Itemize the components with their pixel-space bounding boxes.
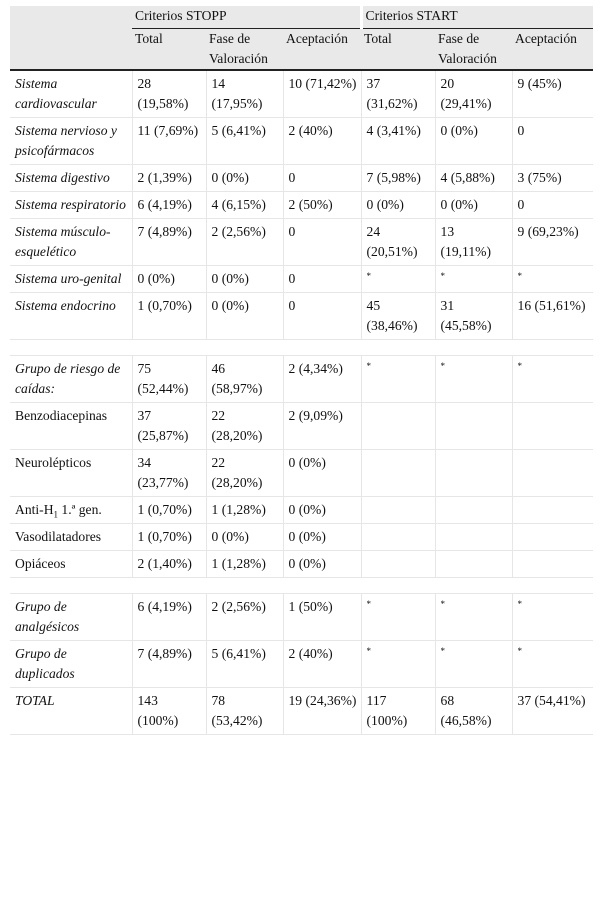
table-body bbox=[10, 70, 593, 735]
table-cell: 4 (3,41%) bbox=[361, 118, 435, 165]
table-cell: 5 (6,41%) bbox=[206, 641, 283, 688]
table-cell: 1 (1,28%) bbox=[206, 551, 283, 578]
table-row bbox=[10, 266, 593, 293]
table-cell: 75 (52,44%) bbox=[132, 356, 206, 403]
table-cell: 2 (40%) bbox=[283, 118, 361, 165]
column-header: Aceptación bbox=[283, 29, 361, 71]
table-cell: 31 (45,58%) bbox=[435, 293, 512, 340]
table-row bbox=[10, 118, 593, 165]
table-row bbox=[10, 524, 593, 551]
table-cell bbox=[361, 551, 435, 578]
table-cell: * bbox=[435, 594, 512, 641]
row-label: Sistema endocrino bbox=[10, 293, 132, 340]
table-cell: 0 bbox=[283, 219, 361, 266]
table-cell: 28 (19,58%) bbox=[132, 70, 206, 118]
row-label: Sistema cardiovascular bbox=[10, 70, 132, 118]
table-cell: 34 (23,77%) bbox=[132, 450, 206, 497]
table-cell: 7 (4,89%) bbox=[132, 219, 206, 266]
table-cell: 143 (100%) bbox=[132, 688, 206, 735]
row-label: Grupo de analgésicos bbox=[10, 594, 132, 641]
row-label: Vasodilatadores bbox=[10, 524, 132, 551]
table-cell: 5 (6,41%) bbox=[206, 118, 283, 165]
table-cell: * bbox=[361, 594, 435, 641]
table-cell: 2 (50%) bbox=[283, 192, 361, 219]
table-cell: 0 (0%) bbox=[435, 192, 512, 219]
table-row bbox=[10, 594, 593, 641]
table-cell: 20 (29,41%) bbox=[435, 70, 512, 118]
table-cell: 6 (4,19%) bbox=[132, 594, 206, 641]
row-label: Benzodiacepinas bbox=[10, 403, 132, 450]
table-cell: 7 (4,89%) bbox=[132, 641, 206, 688]
group-header-row bbox=[10, 6, 593, 29]
table-row bbox=[10, 356, 593, 403]
group-header-start: Criterios START bbox=[361, 6, 593, 29]
row-label: Opiáceos bbox=[10, 551, 132, 578]
table-cell: * bbox=[361, 266, 435, 293]
table-cell bbox=[361, 497, 435, 524]
table-cell: 0 bbox=[283, 165, 361, 192]
table-row bbox=[10, 192, 593, 219]
table-cell: 0 (0%) bbox=[283, 450, 361, 497]
row-label: TOTAL bbox=[10, 688, 132, 735]
table-cell bbox=[435, 450, 512, 497]
row-label: Neurolépticos bbox=[10, 450, 132, 497]
table-cell: 4 (5,88%) bbox=[435, 165, 512, 192]
table-cell: 0 bbox=[283, 293, 361, 340]
table-cell: 9 (69,23%) bbox=[512, 219, 593, 266]
table-row bbox=[10, 70, 593, 118]
table-cell bbox=[361, 403, 435, 450]
table-cell bbox=[435, 403, 512, 450]
table-cell: * bbox=[361, 641, 435, 688]
table-row bbox=[10, 641, 593, 688]
table-cell: * bbox=[512, 266, 593, 293]
table-cell bbox=[512, 450, 593, 497]
table-row bbox=[10, 403, 593, 450]
table-cell: 0 bbox=[512, 192, 593, 219]
table-cell: 0 (0%) bbox=[283, 497, 361, 524]
table-cell: 14 (17,95%) bbox=[206, 70, 283, 118]
column-header: Fase de Valoración bbox=[435, 29, 512, 71]
table-cell: 22 (28,20%) bbox=[206, 450, 283, 497]
row-label: Sistema músculo-esquelético bbox=[10, 219, 132, 266]
table-cell: 2 (2,56%) bbox=[206, 219, 283, 266]
table-cell: 9 (45%) bbox=[512, 70, 593, 118]
table-cell: * bbox=[512, 356, 593, 403]
table-cell: 2 (1,39%) bbox=[132, 165, 206, 192]
table-cell bbox=[361, 450, 435, 497]
table-cell: 68 (46,58%) bbox=[435, 688, 512, 735]
table-cell bbox=[435, 551, 512, 578]
table-cell: 46 (58,97%) bbox=[206, 356, 283, 403]
table-cell: 37 (54,41%) bbox=[512, 688, 593, 735]
table-row bbox=[10, 219, 593, 266]
table-cell: 0 (0%) bbox=[206, 165, 283, 192]
column-header-row bbox=[10, 29, 593, 71]
table-cell: * bbox=[361, 356, 435, 403]
spacer-cell bbox=[10, 340, 593, 356]
table-cell: 1 (0,70%) bbox=[132, 497, 206, 524]
corner-cell bbox=[10, 29, 132, 71]
row-label: Sistema respiratorio bbox=[10, 192, 132, 219]
table-cell: * bbox=[512, 641, 593, 688]
table-cell: 11 (7,69%) bbox=[132, 118, 206, 165]
table-cell bbox=[435, 497, 512, 524]
row-label-text: Anti-H bbox=[15, 502, 54, 517]
column-header: Total bbox=[132, 29, 206, 71]
table-cell: 2 (2,56%) bbox=[206, 594, 283, 641]
table-cell: 10 (71,42%) bbox=[283, 70, 361, 118]
table-cell: 0 (0%) bbox=[206, 266, 283, 293]
table-cell: 3 (75%) bbox=[512, 165, 593, 192]
column-header: Fase de Valoración bbox=[206, 29, 283, 71]
table-row bbox=[10, 688, 593, 735]
table-cell: 45 (38,46%) bbox=[361, 293, 435, 340]
table-cell bbox=[512, 551, 593, 578]
table-cell: 0 (0%) bbox=[132, 266, 206, 293]
table-cell: 22 (28,20%) bbox=[206, 403, 283, 450]
table-row bbox=[10, 165, 593, 192]
table-cell: 0 bbox=[283, 266, 361, 293]
row-label bbox=[10, 497, 132, 524]
table-cell: 0 (0%) bbox=[206, 293, 283, 340]
table-cell: * bbox=[435, 356, 512, 403]
table-cell: 0 (0%) bbox=[283, 551, 361, 578]
table-row bbox=[10, 450, 593, 497]
table-cell: 2 (9,09%) bbox=[283, 403, 361, 450]
spacer-row bbox=[10, 340, 593, 356]
table-cell: 0 (0%) bbox=[206, 524, 283, 551]
table-row bbox=[10, 497, 593, 524]
table-cell: 19 (24,36%) bbox=[283, 688, 361, 735]
criteria-table bbox=[10, 6, 593, 735]
table-cell: 0 (0%) bbox=[361, 192, 435, 219]
column-header: Aceptación bbox=[512, 29, 593, 71]
table-cell: 4 (6,15%) bbox=[206, 192, 283, 219]
table-cell: 16 (51,61%) bbox=[512, 293, 593, 340]
table-cell bbox=[512, 403, 593, 450]
table-cell: 7 (5,98%) bbox=[361, 165, 435, 192]
table-cell: * bbox=[435, 266, 512, 293]
table-row bbox=[10, 293, 593, 340]
table-cell: * bbox=[512, 594, 593, 641]
table-cell: 2 (40%) bbox=[283, 641, 361, 688]
row-label: Grupo de duplicados bbox=[10, 641, 132, 688]
table-cell: 37 (31,62%) bbox=[361, 70, 435, 118]
table-cell: 37 (25,87%) bbox=[132, 403, 206, 450]
row-label: Sistema nervioso y psicofármacos bbox=[10, 118, 132, 165]
group-header-stopp: Criterios STOPP bbox=[132, 6, 361, 29]
table-cell bbox=[512, 497, 593, 524]
table-cell: 78 (53,42%) bbox=[206, 688, 283, 735]
table-cell: 1 (0,70%) bbox=[132, 524, 206, 551]
table-cell: 1 (0,70%) bbox=[132, 293, 206, 340]
row-label: Grupo de riesgo de caídas: bbox=[10, 356, 132, 403]
spacer-row bbox=[10, 578, 593, 594]
table-cell: 117 (100%) bbox=[361, 688, 435, 735]
table-cell: 24 (20,51%) bbox=[361, 219, 435, 266]
table-cell: 1 (50%) bbox=[283, 594, 361, 641]
table-cell: 0 bbox=[512, 118, 593, 165]
table-cell: 0 (0%) bbox=[283, 524, 361, 551]
table-cell: 1 (1,28%) bbox=[206, 497, 283, 524]
table-cell: 2 (4,34%) bbox=[283, 356, 361, 403]
corner-cell bbox=[10, 6, 132, 29]
table-cell: 13 (19,11%) bbox=[435, 219, 512, 266]
table-row bbox=[10, 551, 593, 578]
row-label: Sistema digestivo bbox=[10, 165, 132, 192]
table-cell: 0 (0%) bbox=[435, 118, 512, 165]
row-label-subscript: 1 bbox=[53, 509, 59, 520]
table-cell: * bbox=[435, 641, 512, 688]
spacer-cell bbox=[10, 578, 593, 594]
table-cell bbox=[512, 524, 593, 551]
row-label-tail: 1.ª gen. bbox=[58, 502, 102, 517]
row-label: Sistema uro-genital bbox=[10, 266, 132, 293]
table-cell bbox=[435, 524, 512, 551]
table-cell: 6 (4,19%) bbox=[132, 192, 206, 219]
column-header: Total bbox=[361, 29, 435, 71]
table-cell bbox=[361, 524, 435, 551]
table-cell: 2 (1,40%) bbox=[132, 551, 206, 578]
